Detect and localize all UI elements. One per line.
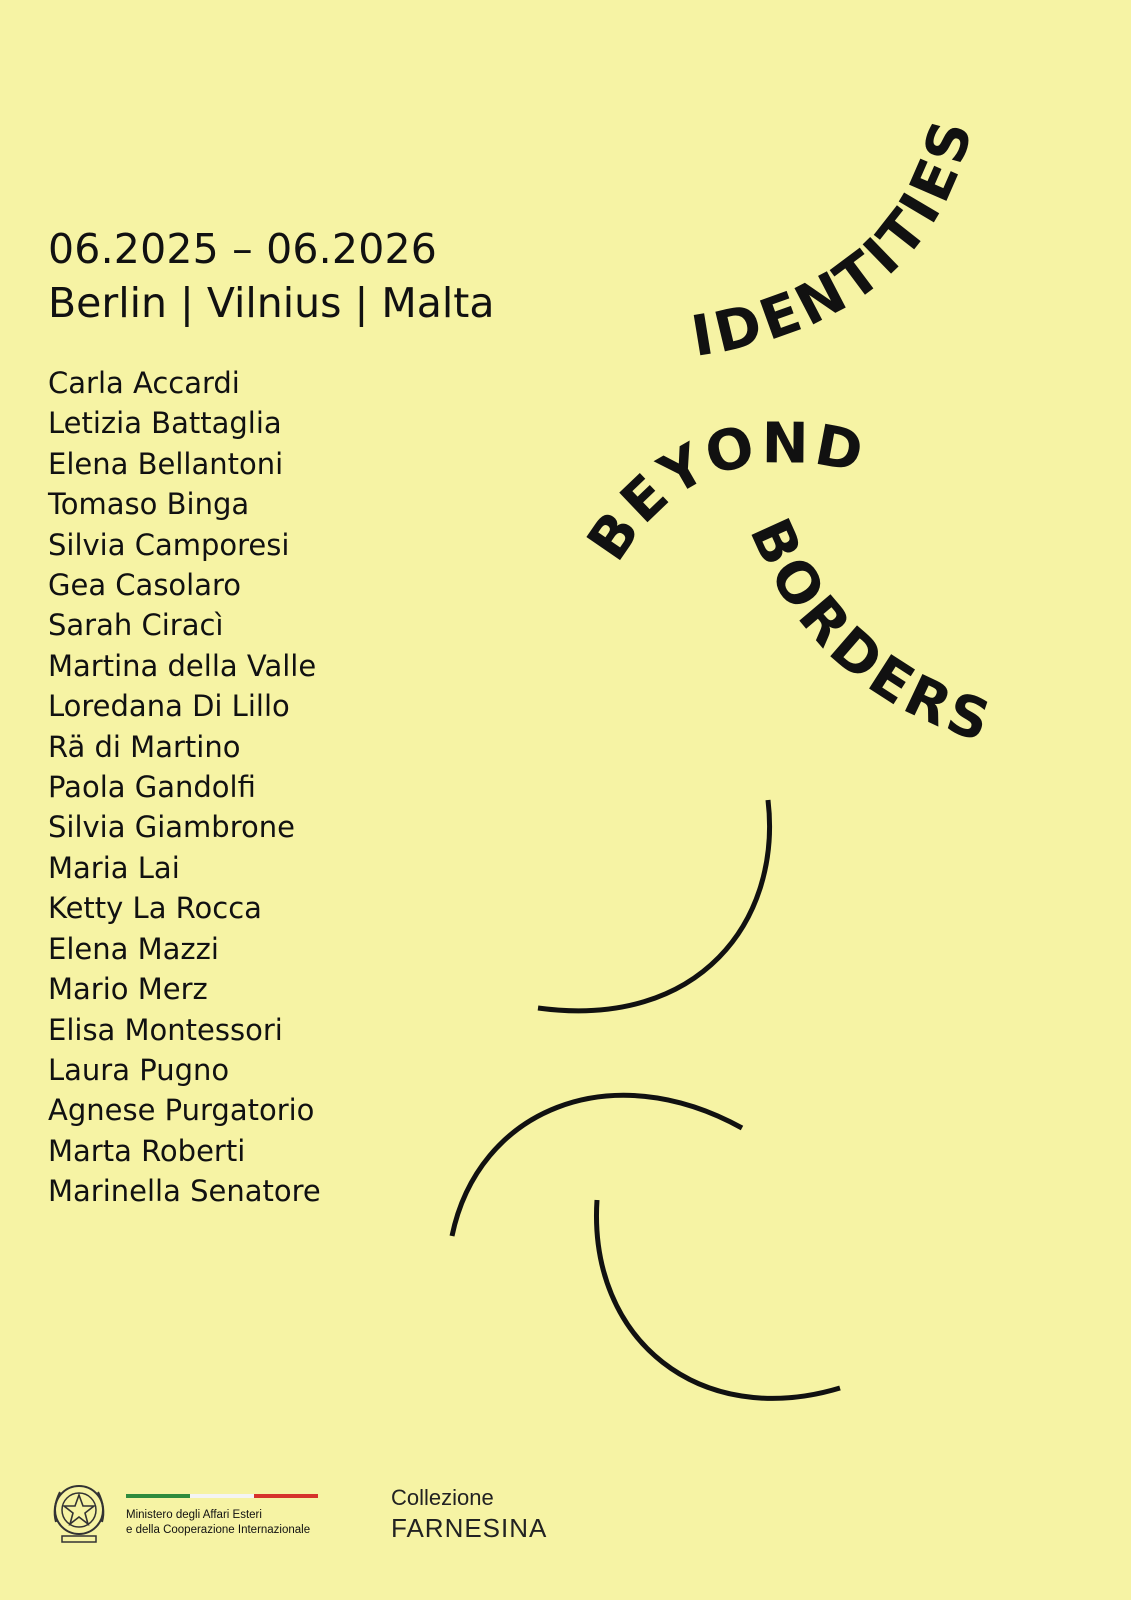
farnesina-logo: FARNESINA: [391, 1513, 548, 1543]
artist-name: Letizia Battaglia: [48, 406, 282, 441]
ministry-line-2: e della Cooperazione Internazionale: [126, 1524, 311, 1536]
artist-name: Tomaso Binga: [48, 487, 250, 522]
artist-name: Sarah Ciracì: [48, 608, 224, 643]
artist-name: Gea Casolaro: [48, 568, 242, 603]
artist-name: Rä di Martino: [48, 729, 241, 764]
italian-republic-emblem-icon: [48, 1478, 110, 1546]
collezione-label: Collezione: [391, 1485, 494, 1510]
artist-name: Maria Lai: [48, 850, 180, 885]
artist-name: Mario Merz: [48, 972, 208, 1007]
artist-name: Agnese Purgatorio: [48, 1093, 315, 1128]
artist-name: Elisa Montessori: [48, 1012, 283, 1047]
artist-name: Carla Accardi: [48, 366, 240, 400]
artist-name: Ketty La Rocca: [48, 891, 262, 926]
artist-name: Martina della Valle: [48, 648, 317, 683]
ministry-line-1: Ministero degli Affari Esteri: [126, 1509, 262, 1521]
italian-flag-bar: [126, 1494, 318, 1498]
artist-name: Elena Mazzi: [48, 931, 219, 966]
flag-red: [254, 1494, 318, 1498]
arc-stroke-bottom: [596, 1200, 840, 1398]
title-word-identities: IDENTITIES: [686, 110, 987, 370]
flag-green: [126, 1494, 190, 1498]
exhibition-dates: 06.2025 – 06.2026: [48, 225, 438, 273]
artist-name: Paola Gandolfi: [48, 770, 256, 805]
title-word-borders: BORDERS: [736, 509, 1002, 757]
flag-white: [190, 1494, 254, 1498]
arc-stroke-top: [538, 800, 770, 1011]
artist-name: Silvia Camporesi: [48, 527, 290, 562]
artist-name: Elena Bellantoni: [48, 446, 284, 481]
exhibition-cities: Berlin | Vilnius | Malta: [48, 279, 495, 327]
artist-name: Silvia Giambrone: [48, 810, 295, 845]
artist-name: Marinella Senatore: [48, 1174, 321, 1209]
artist-name: Laura Pugno: [48, 1052, 230, 1087]
artist-name: Loredana Di Lillo: [48, 689, 290, 724]
ministry-name: [126, 1508, 310, 1538]
title-word-beyond: BEYOND: [575, 411, 872, 573]
artist-name: Marta Roberti: [48, 1133, 246, 1168]
